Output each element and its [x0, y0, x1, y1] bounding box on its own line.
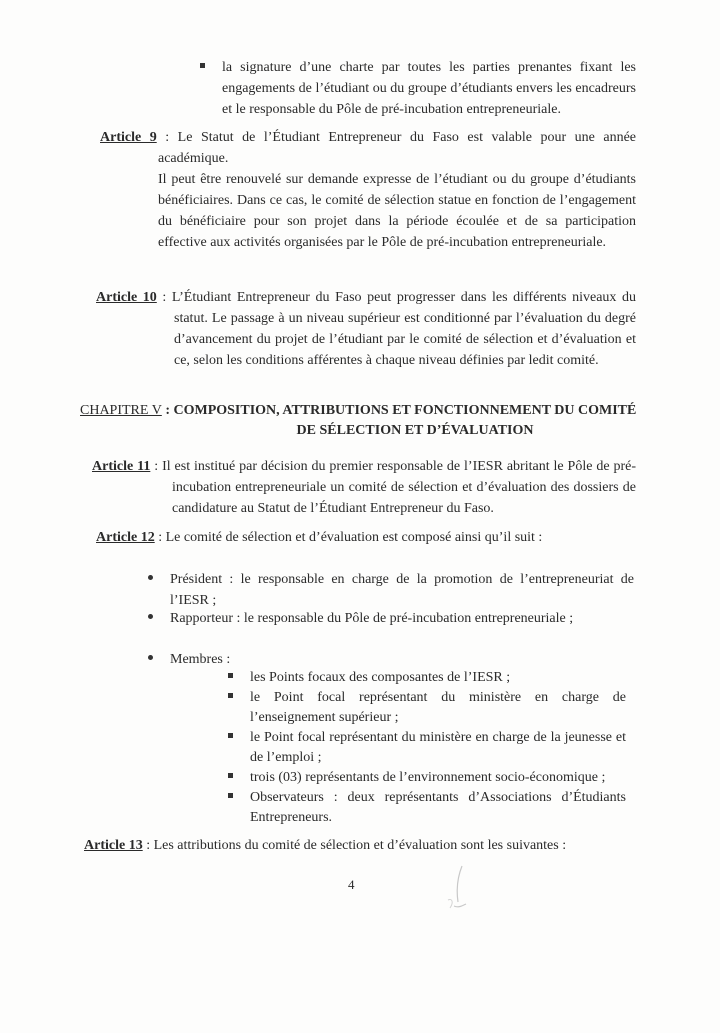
square-bullet-icon	[228, 793, 233, 798]
article-13: Article 13 : Les attributions du comité de sélection et d’évaluation sont les suivantes :	[84, 838, 567, 853]
article-10-text: L’Étudiant Entrepreneur du Faso peut progresser dans les différents niveaux du statut. Le passage à un niveau supérieur est conditionné par l’évaluation du degré d’avancement du projet de l’étudiant par le comité de sélection et d’évaluation et ce, selon les conditions afférentes à chaque niveau définies par ledit comité.	[171, 290, 637, 368]
membres-item	[170, 649, 634, 670]
square-bullet-icon	[200, 63, 205, 68]
article-9-text2: Il peut être renouvelé sur demande expresse de l’étudiant ou du groupe d’étudiants bénéficiaires. Dans ce cas, le comité de sélection statue en fonction de l’engagement du bénéficiaire pour son projet dans la période écoulée et de sa participation effective aux activités organisées par le Pôle de pré-incubation entrepreneuriale.	[158, 172, 636, 250]
chapter-title-line2: DE SÉLECTION ET D’ÉVALUATION	[296, 423, 534, 438]
article-9-label: Article 9	[100, 130, 157, 145]
square-bullet-icon	[228, 773, 233, 778]
charter-bullet-text: la signature d’une charte par toutes les parties prenantes fixant les engagements de l’étudiant ou du groupe d’étudiants envers les encadreurs et le responsable du Pôle de pré-incubation entrepreneuriale.	[222, 60, 636, 117]
president-text: Président : le responsable en charge de la promotion de l’entrepreneuriat de l’IESR ;	[170, 572, 634, 608]
president-item	[170, 569, 634, 611]
membres-item-4: trois (03) représentants de l’environnement socio-économique ;	[250, 770, 606, 785]
rapporteur-item	[170, 608, 634, 629]
article-10: Article 10 : L’Étudiant Entrepreneur du Faso peut progresser dans les différents niveaux du statut. Le passage à un niveau supérieur est conditionné par l’évaluation du degré d’avancement du projet de l’étudiant par le comité de sélection et d’évaluation et ce, selon les conditions afférentes à chaque niveau définies par ledit comité.	[96, 290, 637, 368]
square-bullet-icon	[228, 693, 233, 698]
article-11-text: Il est institué par décision du premier responsable de l’IESR abritant le Pôle de pré-incubation entrepreneuriale un comité de sélection et d’évaluation des dossiers de candidature au Statut de l’Étudiant Entrepreneur du Faso.	[162, 459, 637, 516]
charter-bullet	[222, 57, 636, 120]
membres-item-1: les Points focaux des composantes de l’IESR ;	[250, 670, 511, 685]
membres-item-3: le Point focal représentant du ministère en charge de la jeunesse et de l’emploi ;	[250, 730, 626, 765]
chapter-heading: CHAPITRE V : COMPOSITION, ATTRIBUTIONS ET FONCTIONNEMENT DU COMITÉ DE SÉLECTION ET D’ÉVALUATION	[80, 401, 650, 441]
article-11: Article 11 : Il est institué par décision du premier responsable de l’IESR abritant le Pôle de pré-incubation entrepreneuriale un comité de sélection et d’évaluation des dossiers de candidature au Statut de l’Étudiant Entrepreneur du Faso.	[92, 459, 637, 516]
chapter-title-line1: COMPOSITION, ATTRIBUTIONS ET FONCTIONNEMENT DU COMITÉ	[173, 403, 637, 418]
chapter-label: CHAPITRE V	[80, 403, 162, 418]
membres-list	[250, 668, 626, 828]
article-11-label: Article 11	[92, 459, 151, 474]
rapporteur-text: Rapporteur : le responsable du Pôle de pré-incubation entrepreneuriale ;	[170, 611, 574, 626]
article-13-text: Les attributions du comité de sélection et d’évaluation sont les suivantes :	[153, 838, 567, 853]
membres-item-2: le Point focal représentant du ministère en charge de l’enseignement supérieur ;	[250, 690, 626, 725]
round-bullet-icon	[148, 614, 153, 619]
handwritten-mark-icon	[440, 862, 480, 912]
article-12-label: Article 12	[96, 530, 155, 545]
article-12: Article 12 : Le comité de sélection et d’évaluation est composé ainsi qu’il suit :	[96, 530, 543, 545]
article-9-text1: Le Statut de l’Étudiant Entrepreneur du Faso est valable pour une année académique.	[158, 130, 636, 166]
round-bullet-icon	[148, 655, 153, 660]
page-number: 4	[348, 877, 355, 892]
square-bullet-icon	[228, 733, 233, 738]
membres-label: Membres :	[170, 652, 231, 667]
membres-item-5: Observateurs : deux représentants d’Associations d’Étudiants Entrepreneurs.	[250, 790, 626, 825]
article-12-text: Le comité de sélection et d’évaluation est composé ainsi qu’il suit :	[165, 530, 543, 545]
square-bullet-icon	[228, 673, 233, 678]
article-9: Article 9 : Le Statut de l’Étudiant Entrepreneur du Faso est valable pour une année académique. Il peut être renouvelé sur demande expresse de l’étudiant ou du groupe d’étudiants bénéficiaires. Dans ce cas, le comité de sélection statue en fonction de l’engagement du bénéficiaire pour son projet dans la période écoulée et de sa participation effective aux activités organisées par le Pôle de pré-incubation entrepreneuriale.	[100, 127, 636, 253]
round-bullet-icon	[148, 575, 153, 580]
article-10-label: Article 10	[96, 290, 157, 305]
article-13-label: Article 13	[84, 838, 143, 853]
